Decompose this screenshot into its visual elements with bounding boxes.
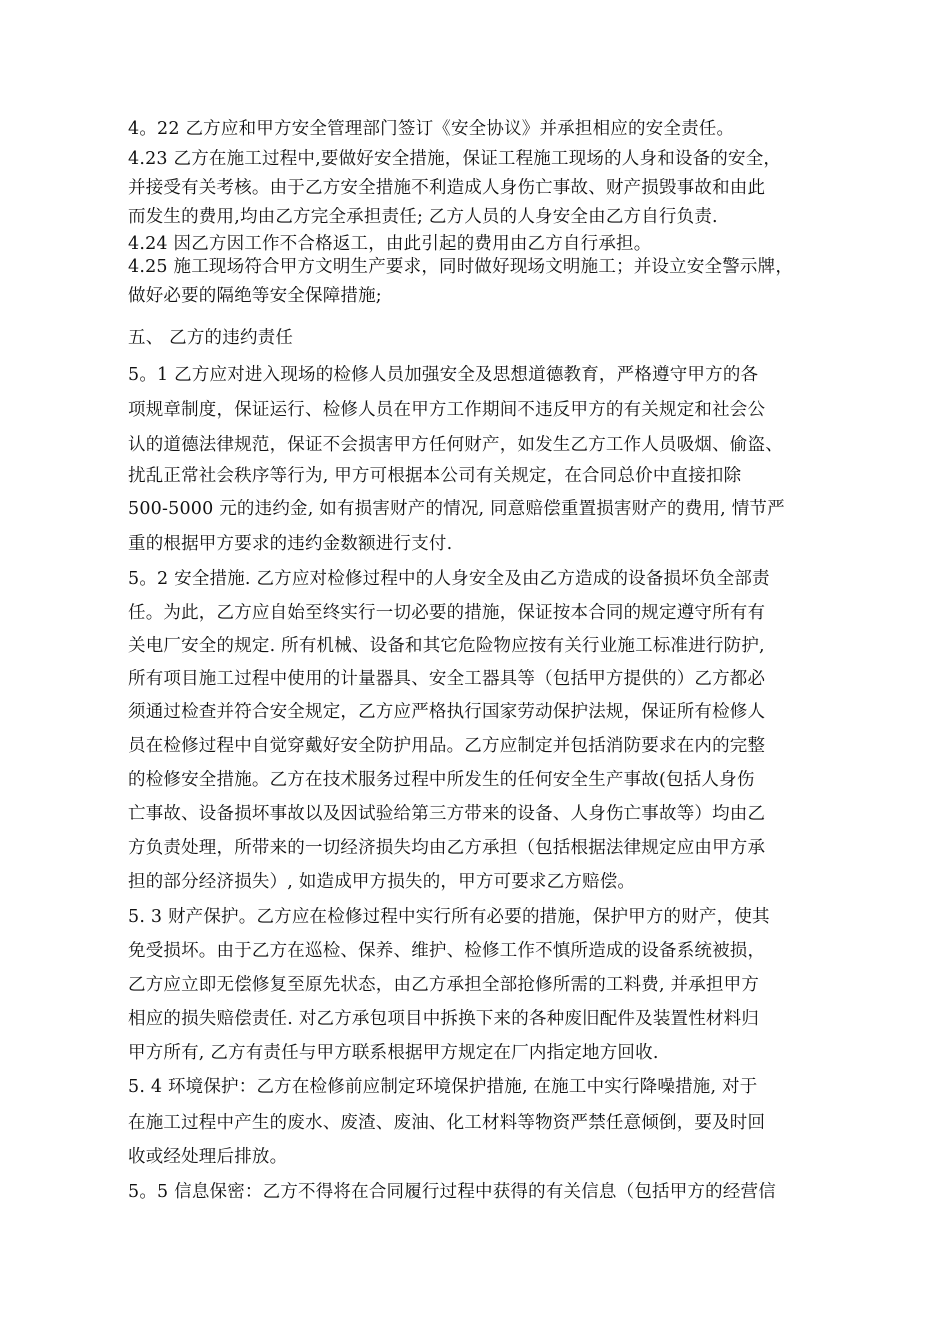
text-line: 关电厂安全的规定. 所有机械、设备和其它危险物应按有关行业施工标准进行防护, [128, 636, 765, 656]
text-line: 收或经处理后排放。 [128, 1147, 288, 1167]
text-line: 4.24 因乙方因工作不合格返工，由此引起的费用由乙方自行承担。 [128, 234, 652, 254]
text-line: 所有项目施工过程中使用的计量器具、安全工器具等（包括甲方提供的）乙方都必 [128, 669, 766, 689]
text-line: 的检修安全措施。乙方在技术服务过程中所发生的任何安全生产事故(包括人身伤 [128, 770, 755, 790]
text-line: 在施工过程中产生的废水、废渣、废油、化工材料等物资严禁任意倾倒，要及时回 [128, 1113, 766, 1133]
text-line: 500-5000 元的违约金, 如有损害财产的情况, 同意赔偿重置损害财产的费用, 情节严 [128, 499, 785, 519]
section-heading: 五、 乙方的违约责任 [128, 328, 294, 348]
text-line: 担的部分经济损失）, 如造成甲方损失的，甲方可要求乙方赔偿。 [128, 872, 636, 892]
text-line: 做好必要的隔绝等安全保障措施; [128, 286, 382, 306]
text-line: 4。22 乙方应和甲方安全管理部门签订《安全协议》并承担相应的安全责任。 [128, 119, 735, 139]
text-line: 相应的损失赔偿责任. 对乙方承包项目中拆换下来的各种废旧配件及装置性材料归 [128, 1009, 760, 1029]
text-line: 免受损坏。由于乙方在巡检、保养、维护、检修工作不慎所造成的设备系统被损， [128, 941, 766, 961]
text-line: 并接受有关考核。由于乙方安全措施不利造成人身伤亡事故、财产损毁事故和由此 [128, 178, 766, 198]
text-line: 认的道德法律规范，保证不会损害甲方任何财产，如发生乙方工作人员吸烟、偷盗、 [128, 435, 783, 455]
text-line: 5. 3 财产保护。乙方应在检修过程中实行所有必要的措施，保护甲方的财产，使其 [128, 907, 770, 927]
text-line: 扰乱正常社会秩序等行为, 甲方可根据本公司有关规定，在合同总价中直接扣除 [128, 466, 742, 486]
text-line: 项规章制度，保证运行、检修人员在甲方工作期间不违反甲方的有关规定和社会公 [128, 400, 766, 420]
text-line: 5. 4 环境保护：乙方在检修前应制定环境保护措施, 在施工中实行降噪措施, 对于 [128, 1077, 758, 1097]
text-line: 而发生的费用,均由乙方完全承担责任; 乙方人员的人身安全由乙方自行负责. [128, 207, 718, 227]
text-line: 5。2 安全措施. 乙方应对检修过程中的人身安全及由乙方造成的设备损坏负全部责 [128, 569, 770, 589]
text-line: 重的根据甲方要求的违约金数额进行支付. [128, 534, 453, 554]
text-line: 员在检修过程中自觉穿戴好安全防护用品。乙方应制定并包括消防要求在内的完整 [128, 736, 766, 756]
text-line: 4.25 施工现场符合甲方文明生产要求，同时做好现场文明施工；并设立安全警示牌， [128, 257, 794, 277]
text-line: 乙方应立即无偿修复至原先状态，由乙方承担全部抢修所需的工料费, 并承担甲方 [128, 975, 760, 995]
text-line: 5。5 信息保密：乙方不得将在合同履行过程中获得的有关信息（包括甲方的经营信 [128, 1182, 776, 1202]
text-line: 亡事故、设备损坏事故以及因试验给第三方带来的设备、人身伤亡事故等）均由乙 [128, 804, 766, 824]
text-line: 5。1 乙方应对进入现场的检修人员加强安全及思想道德教育，严格遵守甲方的各 [128, 365, 759, 385]
text-line: 须通过检查并符合安全规定，乙方应严格执行国家劳动保护法规，保证所有检修人 [128, 702, 766, 722]
text-line: 方负责处理，所带来的一切经济损失均由乙方承担（包括根据法律规定应由甲方承 [128, 838, 766, 858]
text-line: 甲方所有, 乙方有责任与甲方联系根据甲方规定在厂内指定地方回收. [128, 1043, 659, 1063]
text-line: 4.23 乙方在施工过程中,要做好安全措施，保证工程施工现场的人身和设备的安全， [128, 149, 782, 169]
text-line: 任。为此，乙方应自始至终实行一切必要的措施，保证按本合同的规定遵守所有有 [128, 603, 766, 623]
